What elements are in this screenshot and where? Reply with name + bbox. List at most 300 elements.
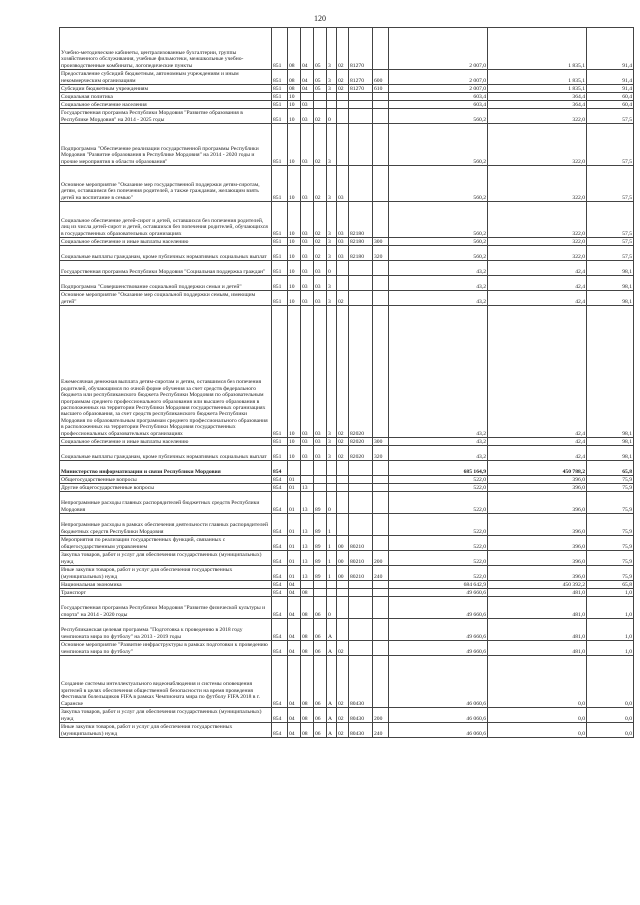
program-code-cell: 02 bbox=[314, 124, 327, 166]
direction-code-cell bbox=[349, 261, 373, 276]
planned-amount-cell: 560,2 bbox=[389, 124, 488, 166]
table-row bbox=[60, 70, 634, 85]
section-code-cell: 04 bbox=[288, 641, 301, 656]
program-code-cell bbox=[314, 93, 327, 101]
planned-amount-cell: 560,2 bbox=[389, 202, 488, 238]
program-code-cell: 03 bbox=[314, 261, 327, 276]
row-name-cell: Социальное обеспечение детей-сирот и детей, оставшихся без попечения родителей, лиц из числа детей-сирот и детей, оставшихся без попечения родителей, обучающихся в государственных образовательных организациях bbox=[60, 202, 272, 238]
program-code-cell bbox=[314, 476, 327, 484]
table-row bbox=[60, 166, 634, 202]
percent-cell: 75,9 bbox=[587, 476, 634, 484]
planned-amount-cell: 560,2 bbox=[389, 109, 488, 124]
expense-type-cell: 200 bbox=[373, 551, 389, 566]
budget-table bbox=[59, 27, 634, 738]
planned-amount-cell: 522,0 bbox=[389, 484, 488, 492]
subprogram-code-cell bbox=[327, 476, 337, 484]
activity-code-cell bbox=[337, 589, 349, 597]
activity-code-cell: 02 bbox=[337, 85, 349, 93]
executed-amount-cell: 42,4 bbox=[488, 446, 587, 461]
row-name-cell: Закупка товаров, работ и услуг для обеспечения государственных (муниципальных) нужд bbox=[60, 708, 272, 723]
expense-type-cell bbox=[373, 536, 389, 551]
ministry-code-cell: 854 bbox=[272, 723, 288, 738]
ministry-code-cell: 854 bbox=[272, 476, 288, 484]
percent-cell: 1,0 bbox=[587, 589, 634, 597]
section-code-cell: 10 bbox=[288, 109, 301, 124]
direction-code-cell: 82020 bbox=[349, 306, 373, 438]
table-row bbox=[60, 708, 634, 723]
subsection-code-cell: 13 bbox=[301, 551, 314, 566]
direction-code-cell: 82180 bbox=[349, 246, 373, 261]
program-code-cell bbox=[314, 589, 327, 597]
expense-type-cell: 320 bbox=[373, 446, 389, 461]
ministry-code-cell: 851 bbox=[272, 166, 288, 202]
ministry-code-cell: 851 bbox=[272, 291, 288, 306]
subprogram-code-cell: А bbox=[327, 656, 337, 708]
table-row bbox=[60, 656, 634, 708]
subprogram-code-cell bbox=[327, 589, 337, 597]
subprogram-code-cell: 3 bbox=[327, 306, 337, 438]
ministry-code-cell: 854 bbox=[272, 708, 288, 723]
program-code-cell: 89 bbox=[314, 566, 327, 581]
table-row bbox=[60, 461, 634, 476]
ministry-code-cell: 854 bbox=[272, 597, 288, 619]
subsection-code-cell: 08 bbox=[301, 589, 314, 597]
expense-type-cell bbox=[373, 641, 389, 656]
percent-cell: 65,8 bbox=[587, 461, 634, 476]
section-code-cell: 10 bbox=[288, 246, 301, 261]
planned-amount-cell: 43,2 bbox=[389, 438, 488, 446]
executed-amount-cell: 42,4 bbox=[488, 306, 587, 438]
subsection-code-cell bbox=[301, 476, 314, 484]
section-code-cell: 08 bbox=[288, 28, 301, 70]
subsection-code-cell bbox=[301, 461, 314, 476]
planned-amount-cell: 46 060,6 bbox=[389, 708, 488, 723]
ministry-code-cell: 854 bbox=[272, 589, 288, 597]
subsection-code-cell: 03 bbox=[301, 306, 314, 438]
direction-code-cell bbox=[349, 476, 373, 484]
expense-type-cell: 300 bbox=[373, 438, 389, 446]
direction-code-cell bbox=[349, 291, 373, 306]
table-row bbox=[60, 306, 634, 438]
subsection-code-cell: 03 bbox=[301, 166, 314, 202]
expense-type-cell bbox=[373, 484, 389, 492]
subsection-code-cell: 08 bbox=[301, 723, 314, 738]
table-row bbox=[60, 566, 634, 581]
page-number: 120 bbox=[314, 14, 326, 23]
program-code-cell: 03 bbox=[314, 291, 327, 306]
table-row bbox=[60, 589, 634, 597]
planned-amount-cell: 49 660,6 bbox=[389, 619, 488, 641]
planned-amount-cell: 46 060,6 bbox=[389, 656, 488, 708]
ministry-code-cell: 851 bbox=[272, 246, 288, 261]
expense-type-cell: 240 bbox=[373, 566, 389, 581]
expense-type-cell bbox=[373, 589, 389, 597]
planned-amount-cell: 522,0 bbox=[389, 476, 488, 484]
subsection-code-cell: 03 bbox=[301, 101, 314, 109]
subsection-code-cell: 04 bbox=[301, 85, 314, 93]
subprogram-code-cell: А bbox=[327, 619, 337, 641]
table-row bbox=[60, 246, 634, 261]
subprogram-code-cell: 1 bbox=[327, 536, 337, 551]
subsection-code-cell: 03 bbox=[301, 261, 314, 276]
percent-cell: 0,0 bbox=[587, 723, 634, 738]
activity-code-cell bbox=[337, 581, 349, 589]
subprogram-code-cell: 1 bbox=[327, 566, 337, 581]
table-row bbox=[60, 202, 634, 238]
direction-code-cell: 80210 bbox=[349, 566, 373, 581]
section-code-cell: 10 bbox=[288, 446, 301, 461]
activity-code-cell: 02 bbox=[337, 291, 349, 306]
subprogram-code-cell bbox=[327, 101, 337, 109]
percent-cell: 98,1 bbox=[587, 438, 634, 446]
program-code-cell bbox=[314, 581, 327, 589]
percent-cell: 98,1 bbox=[587, 306, 634, 438]
activity-code-cell: 02 bbox=[337, 438, 349, 446]
percent-cell: 57,5 bbox=[587, 166, 634, 202]
activity-code-cell bbox=[337, 261, 349, 276]
expense-type-cell bbox=[373, 28, 389, 70]
direction-code-cell bbox=[349, 597, 373, 619]
subsection-code-cell: 13 bbox=[301, 484, 314, 492]
program-code-cell: 02 bbox=[314, 166, 327, 202]
executed-amount-cell: 396,0 bbox=[488, 476, 587, 484]
row-name-cell: Социальное обеспечение населения bbox=[60, 101, 272, 109]
direction-code-cell bbox=[349, 109, 373, 124]
program-code-cell bbox=[314, 101, 327, 109]
table-row bbox=[60, 109, 634, 124]
executed-amount-cell: 1 835,1 bbox=[488, 70, 587, 85]
table-row bbox=[60, 476, 634, 484]
executed-amount-cell: 396,0 bbox=[488, 551, 587, 566]
executed-amount-cell: 0,0 bbox=[488, 723, 587, 738]
subsection-code-cell: 08 bbox=[301, 656, 314, 708]
subsection-code-cell: 13 bbox=[301, 566, 314, 581]
activity-code-cell: 02 bbox=[337, 306, 349, 438]
planned-amount-cell: 684 642,9 bbox=[389, 581, 488, 589]
ministry-code-cell: 851 bbox=[272, 124, 288, 166]
percent-cell: 75,9 bbox=[587, 484, 634, 492]
direction-code-cell: 82020 bbox=[349, 438, 373, 446]
planned-amount-cell: 49 660,6 bbox=[389, 589, 488, 597]
table-row bbox=[60, 641, 634, 656]
ministry-code-cell: 854 bbox=[272, 514, 288, 536]
direction-code-cell: 80430 bbox=[349, 708, 373, 723]
subprogram-code-cell: 0 bbox=[327, 597, 337, 619]
executed-amount-cell: 322,0 bbox=[488, 166, 587, 202]
planned-amount-cell: 49 660,6 bbox=[389, 641, 488, 656]
section-code-cell: 10 bbox=[288, 124, 301, 166]
row-name-cell: Основное мероприятие "Развитие инфраструктуры в рамках подготовки к проведению чемпионата мира по футболу" bbox=[60, 641, 272, 656]
program-code-cell: 06 bbox=[314, 597, 327, 619]
expense-type-cell bbox=[373, 101, 389, 109]
percent-cell: 0,0 bbox=[587, 708, 634, 723]
activity-code-cell bbox=[337, 514, 349, 536]
table-row bbox=[60, 597, 634, 619]
percent-cell: 0,0 bbox=[587, 656, 634, 708]
expense-type-cell bbox=[373, 476, 389, 484]
row-name-cell: Учебно-методические кабинеты, централизованные бухгалтерии, группы хозяйственного обслуживания, учебные фильмотеки, межшкольные учебно-производственные комбинаты, логопедические пункты bbox=[60, 28, 272, 70]
row-name-cell: Закупка товаров, работ и услуг для обеспечения государственных (муниципальных) нужд bbox=[60, 551, 272, 566]
section-code-cell: 10 bbox=[288, 438, 301, 446]
program-code-cell: 06 bbox=[314, 723, 327, 738]
percent-cell: 75,9 bbox=[587, 536, 634, 551]
planned-amount-cell: 522,0 bbox=[389, 551, 488, 566]
subsection-code-cell: 03 bbox=[301, 124, 314, 166]
subprogram-code-cell: 0 bbox=[327, 492, 337, 514]
direction-code-cell bbox=[349, 484, 373, 492]
row-name-cell: Иные закупки товаров, работ и услуг для обеспечения государственных (муниципальных) нужд bbox=[60, 566, 272, 581]
program-code-cell: 05 bbox=[314, 85, 327, 93]
expense-type-cell: 320 bbox=[373, 246, 389, 261]
section-code-cell: 01 bbox=[288, 492, 301, 514]
table-row bbox=[60, 291, 634, 306]
subsection-code-cell: 08 bbox=[301, 641, 314, 656]
activity-code-cell: 02 bbox=[337, 723, 349, 738]
row-name-cell: Социальные выплаты гражданам, кроме публичных нормативных социальных выплат bbox=[60, 446, 272, 461]
ministry-code-cell: 851 bbox=[272, 28, 288, 70]
expense-type-cell bbox=[373, 306, 389, 438]
planned-amount-cell: 522,0 bbox=[389, 514, 488, 536]
expense-type-cell bbox=[373, 202, 389, 238]
subsection-code-cell: 03 bbox=[301, 202, 314, 238]
section-code-cell: 01 bbox=[288, 536, 301, 551]
executed-amount-cell: 322,0 bbox=[488, 246, 587, 261]
planned-amount-cell: 2 007,0 bbox=[389, 28, 488, 70]
activity-code-cell: 02 bbox=[337, 446, 349, 461]
program-code-cell: 89 bbox=[314, 492, 327, 514]
row-name-cell: Непрограммные расходы главных распорядителей бюджетных средств Республики Мордовия bbox=[60, 492, 272, 514]
subsection-code-cell: 03 bbox=[301, 109, 314, 124]
subsection-code-cell: 08 bbox=[301, 619, 314, 641]
ministry-code-cell: 854 bbox=[272, 619, 288, 641]
expense-type-cell bbox=[373, 109, 389, 124]
ministry-code-cell: 851 bbox=[272, 306, 288, 438]
executed-amount-cell: 42,4 bbox=[488, 291, 587, 306]
program-code-cell: 03 bbox=[314, 276, 327, 291]
subprogram-code-cell bbox=[327, 484, 337, 492]
executed-amount-cell: 322,0 bbox=[488, 238, 587, 246]
planned-amount-cell: 560,2 bbox=[389, 166, 488, 202]
ministry-code-cell: 851 bbox=[272, 109, 288, 124]
subprogram-code-cell: 1 bbox=[327, 551, 337, 566]
subprogram-code-cell: 1 bbox=[327, 514, 337, 536]
program-code-cell: 02 bbox=[314, 246, 327, 261]
ministry-code-cell: 851 bbox=[272, 438, 288, 446]
expense-type-cell bbox=[373, 656, 389, 708]
expense-type-cell bbox=[373, 619, 389, 641]
table-row bbox=[60, 514, 634, 536]
subprogram-code-cell: 3 bbox=[327, 246, 337, 261]
planned-amount-cell: 522,0 bbox=[389, 536, 488, 551]
activity-code-cell bbox=[337, 597, 349, 619]
planned-amount-cell: 522,0 bbox=[389, 492, 488, 514]
subsection-code-cell: 03 bbox=[301, 246, 314, 261]
percent-cell: 57,5 bbox=[587, 246, 634, 261]
program-code-cell: 03 bbox=[314, 446, 327, 461]
subprogram-code-cell bbox=[327, 581, 337, 589]
executed-amount-cell: 450 392,2 bbox=[488, 581, 587, 589]
row-name-cell: Субсидии бюджетным учреждениям bbox=[60, 85, 272, 93]
ministry-code-cell: 854 bbox=[272, 536, 288, 551]
planned-amount-cell: 43,2 bbox=[389, 306, 488, 438]
table-row bbox=[60, 124, 634, 166]
direction-code-cell bbox=[349, 641, 373, 656]
row-name-cell: Социальная политика bbox=[60, 93, 272, 101]
percent-cell: 65,8 bbox=[587, 581, 634, 589]
row-name-cell: Министерство информатизации и связи Республики Мордовия bbox=[60, 461, 272, 476]
table-row bbox=[60, 276, 634, 291]
program-code-cell: 03 bbox=[314, 438, 327, 446]
percent-cell: 98,1 bbox=[587, 261, 634, 276]
row-name-cell: Ежемесячная денежная выплата детям-сиротам и детям, оставшимся без попечения родителей, обучающимся по очной форме обучения за счет средств федерального бюджета или республиканского бюджета Республики Мордовия по образовательным программам среднего профессионального образования или высшего образования в расположенных на территории Республики Мордовия государственных организациях высшего образования, за счет средств республиканского бюджета Республики Мордовия по образовательным программам среднего профессионального образования в расположенных на территории Республики Мордовия государственных профессиональных образовательных организациях bbox=[60, 306, 272, 438]
activity-code-cell: 00 bbox=[337, 566, 349, 581]
direction-code-cell: 80430 bbox=[349, 656, 373, 708]
subsection-code-cell bbox=[301, 581, 314, 589]
section-code-cell: 04 bbox=[288, 581, 301, 589]
program-code-cell: 06 bbox=[314, 708, 327, 723]
table-row bbox=[60, 93, 634, 101]
activity-code-cell: 02 bbox=[337, 70, 349, 85]
ministry-code-cell: 851 bbox=[272, 202, 288, 238]
row-name-cell: Подпрограмма "Совершенствование социальной поддержки семьи и детей" bbox=[60, 276, 272, 291]
program-code-cell: 06 bbox=[314, 619, 327, 641]
expense-type-cell: 610 bbox=[373, 85, 389, 93]
subprogram-code-cell: 0 bbox=[327, 109, 337, 124]
subprogram-code-cell: А bbox=[327, 641, 337, 656]
ministry-code-cell: 851 bbox=[272, 70, 288, 85]
table-row bbox=[60, 536, 634, 551]
section-code-cell: 04 bbox=[288, 619, 301, 641]
direction-code-cell bbox=[349, 589, 373, 597]
section-code-cell: 10 bbox=[288, 291, 301, 306]
ministry-code-cell: 854 bbox=[272, 566, 288, 581]
executed-amount-cell: 364,4 bbox=[488, 101, 587, 109]
subprogram-code-cell: 3 bbox=[327, 438, 337, 446]
planned-amount-cell: 43,2 bbox=[389, 276, 488, 291]
executed-amount-cell: 322,0 bbox=[488, 202, 587, 238]
row-name-cell: Республиканская целевая программа "Подготовка к проведению в 2018 году чемпионата мира по футболу" на 2013 - 2019 годы bbox=[60, 619, 272, 641]
expense-type-cell bbox=[373, 93, 389, 101]
table-row bbox=[60, 446, 634, 461]
executed-amount-cell: 396,0 bbox=[488, 484, 587, 492]
planned-amount-cell: 603,4 bbox=[389, 93, 488, 101]
activity-code-cell bbox=[337, 476, 349, 484]
section-code-cell: 04 bbox=[288, 656, 301, 708]
planned-amount-cell: 43,2 bbox=[389, 446, 488, 461]
row-name-cell: Предоставление субсидий бюджетным, автономным учреждениям и иным некоммерческим организациям bbox=[60, 70, 272, 85]
direction-code-cell bbox=[349, 619, 373, 641]
ministry-code-cell: 851 bbox=[272, 101, 288, 109]
activity-code-cell: 03 bbox=[337, 166, 349, 202]
ministry-code-cell: 854 bbox=[272, 551, 288, 566]
expense-type-cell bbox=[373, 492, 389, 514]
planned-amount-cell: 46 060,6 bbox=[389, 723, 488, 738]
ministry-code-cell: 851 bbox=[272, 446, 288, 461]
direction-code-cell bbox=[349, 581, 373, 589]
program-code-cell bbox=[314, 461, 327, 476]
direction-code-cell bbox=[349, 461, 373, 476]
ministry-code-cell: 854 bbox=[272, 484, 288, 492]
activity-code-cell: 00 bbox=[337, 536, 349, 551]
activity-code-cell: 02 bbox=[337, 641, 349, 656]
section-code-cell: 10 bbox=[288, 202, 301, 238]
table-row bbox=[60, 723, 634, 738]
section-code-cell: 01 bbox=[288, 476, 301, 484]
planned-amount-cell: 2 007,0 bbox=[389, 70, 488, 85]
section-code-cell: 10 bbox=[288, 166, 301, 202]
activity-code-cell bbox=[337, 124, 349, 166]
section-code-cell: 10 bbox=[288, 93, 301, 101]
subsection-code-cell: 03 bbox=[301, 291, 314, 306]
percent-cell: 91,4 bbox=[587, 70, 634, 85]
table-row bbox=[60, 438, 634, 446]
row-name-cell: Основное мероприятие "Оказание мер социальной поддержки семьям, имеющим детей" bbox=[60, 291, 272, 306]
program-code-cell: 89 bbox=[314, 536, 327, 551]
section-code-cell: 10 bbox=[288, 276, 301, 291]
activity-code-cell bbox=[337, 484, 349, 492]
direction-code-cell bbox=[349, 276, 373, 291]
executed-amount-cell: 42,4 bbox=[488, 261, 587, 276]
section-code-cell: 01 bbox=[288, 514, 301, 536]
subprogram-code-cell: А bbox=[327, 708, 337, 723]
percent-cell: 57,5 bbox=[587, 202, 634, 238]
direction-code-cell bbox=[349, 514, 373, 536]
program-code-cell: 05 bbox=[314, 70, 327, 85]
subsection-code-cell: 04 bbox=[301, 28, 314, 70]
subprogram-code-cell bbox=[327, 461, 337, 476]
activity-code-cell bbox=[337, 101, 349, 109]
row-name-cell: Общегосударственные вопросы bbox=[60, 476, 272, 484]
activity-code-cell bbox=[337, 276, 349, 291]
direction-code-cell: 82180 bbox=[349, 238, 373, 246]
subsection-code-cell: 08 bbox=[301, 708, 314, 723]
section-code-cell: 08 bbox=[288, 85, 301, 93]
direction-code-cell: 81270 bbox=[349, 28, 373, 70]
program-code-cell: 02 bbox=[314, 202, 327, 238]
subprogram-code-cell: 0 bbox=[327, 261, 337, 276]
section-code-cell: 10 bbox=[288, 306, 301, 438]
executed-amount-cell: 481,0 bbox=[488, 619, 587, 641]
expense-type-cell bbox=[373, 276, 389, 291]
section-code-cell: 01 bbox=[288, 566, 301, 581]
direction-code-cell: 80210 bbox=[349, 551, 373, 566]
activity-code-cell: 02 bbox=[337, 708, 349, 723]
planned-amount-cell: 43,2 bbox=[389, 291, 488, 306]
activity-code-cell: 03 bbox=[337, 238, 349, 246]
section-code-cell: 04 bbox=[288, 723, 301, 738]
activity-code-cell bbox=[337, 109, 349, 124]
ministry-code-cell: 854 bbox=[272, 581, 288, 589]
expense-type-cell: 240 bbox=[373, 723, 389, 738]
row-name-cell: Подпрограмма "Обеспечение реализации государственной программы Республики Мордовия "Развитие образования в Республике Мордовия" на 2014 - 2020 годы и прочие мероприятия в области образования" bbox=[60, 124, 272, 166]
executed-amount-cell: 0,0 bbox=[488, 708, 587, 723]
subprogram-code-cell: 3 bbox=[327, 166, 337, 202]
row-name-cell: Социальное обеспечение и иные выплаты населению bbox=[60, 238, 272, 246]
percent-cell: 1,0 bbox=[587, 641, 634, 656]
ministry-code-cell: 854 bbox=[272, 641, 288, 656]
table-row bbox=[60, 581, 634, 589]
percent-cell: 98,1 bbox=[587, 276, 634, 291]
percent-cell: 57,5 bbox=[587, 124, 634, 166]
percent-cell: 98,1 bbox=[587, 291, 634, 306]
percent-cell: 75,9 bbox=[587, 514, 634, 536]
program-code-cell bbox=[314, 484, 327, 492]
subsection-code-cell: 03 bbox=[301, 238, 314, 246]
executed-amount-cell: 396,0 bbox=[488, 566, 587, 581]
ministry-code-cell: 851 bbox=[272, 261, 288, 276]
section-code-cell: 01 bbox=[288, 484, 301, 492]
executed-amount-cell: 481,0 bbox=[488, 589, 587, 597]
